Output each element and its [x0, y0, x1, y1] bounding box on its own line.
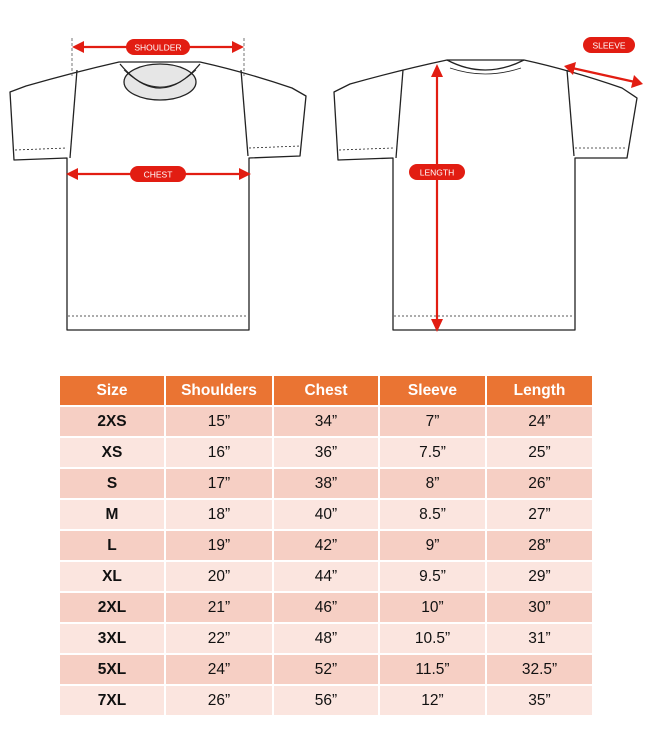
sleeve-cell: 9”: [379, 530, 486, 561]
length-cell: 32.5”: [486, 654, 592, 685]
chest-cell: 36”: [273, 437, 379, 468]
back-tshirt-illustration: [334, 60, 637, 330]
table-row: [60, 654, 592, 685]
shoulders-cell: 24”: [165, 654, 273, 685]
sleeve-cell: 8.5”: [379, 499, 486, 530]
shoulders-cell: 18”: [165, 499, 273, 530]
size-cell: 7XL: [60, 685, 165, 715]
sleeve-cell: 7”: [379, 406, 486, 437]
sleeve-cell: 11.5”: [379, 654, 486, 685]
size-cell: 2XL: [60, 592, 165, 623]
length-cell: 25”: [486, 437, 592, 468]
header-chest: Chest: [273, 376, 379, 406]
length-label: LENGTH: [419, 167, 455, 178]
chest-label: CHEST: [143, 169, 173, 180]
size-cell: XS: [60, 437, 165, 468]
length-cell: 27”: [486, 499, 592, 530]
length-cell: 30”: [486, 592, 592, 623]
size-cell: L: [60, 530, 165, 561]
chest-cell: 34”: [273, 406, 379, 437]
table-row: [60, 468, 592, 499]
length-cell: 24”: [486, 406, 592, 437]
table-row: [60, 592, 592, 623]
sleeve-cell: 10.5”: [379, 623, 486, 654]
size-cell: XL: [60, 561, 165, 592]
shoulders-cell: 19”: [165, 530, 273, 561]
table-row: [60, 406, 592, 437]
sleeve-cell: 8”: [379, 468, 486, 499]
size-chart-table: [60, 376, 592, 715]
chest-cell: 46”: [273, 592, 379, 623]
shoulders-cell: 17”: [165, 468, 273, 499]
shoulders-cell: 16”: [165, 437, 273, 468]
shoulders-cell: 20”: [165, 561, 273, 592]
table-row: [60, 530, 592, 561]
table-row: [60, 499, 592, 530]
chest-cell: 42”: [273, 530, 379, 561]
shoulders-cell: 15”: [165, 406, 273, 437]
shoulders-cell: 26”: [165, 685, 273, 715]
chest-cell: 48”: [273, 623, 379, 654]
table-row: [60, 561, 592, 592]
table-row: [60, 685, 592, 715]
header-size: Size: [60, 376, 165, 406]
length-cell: 31”: [486, 623, 592, 654]
shoulder-label: SHOULDER: [134, 42, 182, 53]
size-cell: 2XS: [60, 406, 165, 437]
sleeve-cell: 10”: [379, 592, 486, 623]
chest-cell: 44”: [273, 561, 379, 592]
chest-cell: 52”: [273, 654, 379, 685]
tshirt-measurement-diagram: [0, 0, 651, 345]
length-cell: 29”: [486, 561, 592, 592]
sleeve-cell: 12”: [379, 685, 486, 715]
header-sleeve: Sleeve: [379, 376, 486, 406]
sleeve-cell: 7.5”: [379, 437, 486, 468]
size-cell: 5XL: [60, 654, 165, 685]
table-row: [60, 623, 592, 654]
header-length: Length: [486, 376, 592, 406]
shoulders-cell: 22”: [165, 623, 273, 654]
sleeve-cell: 9.5”: [379, 561, 486, 592]
header-shoulders: Shoulders: [165, 376, 273, 406]
sleeve-label: SLEEVE: [592, 40, 626, 51]
length-cell: 28”: [486, 530, 592, 561]
chest-cell: 56”: [273, 685, 379, 715]
front-tshirt-illustration: [10, 62, 306, 330]
table-row: [60, 437, 592, 468]
table-header-row: [60, 376, 592, 406]
size-cell: 3XL: [60, 623, 165, 654]
chest-cell: 38”: [273, 468, 379, 499]
length-cell: 35”: [486, 685, 592, 715]
shoulders-cell: 21”: [165, 592, 273, 623]
size-cell: M: [60, 499, 165, 530]
chest-cell: 40”: [273, 499, 379, 530]
size-cell: S: [60, 468, 165, 499]
length-cell: 26”: [486, 468, 592, 499]
